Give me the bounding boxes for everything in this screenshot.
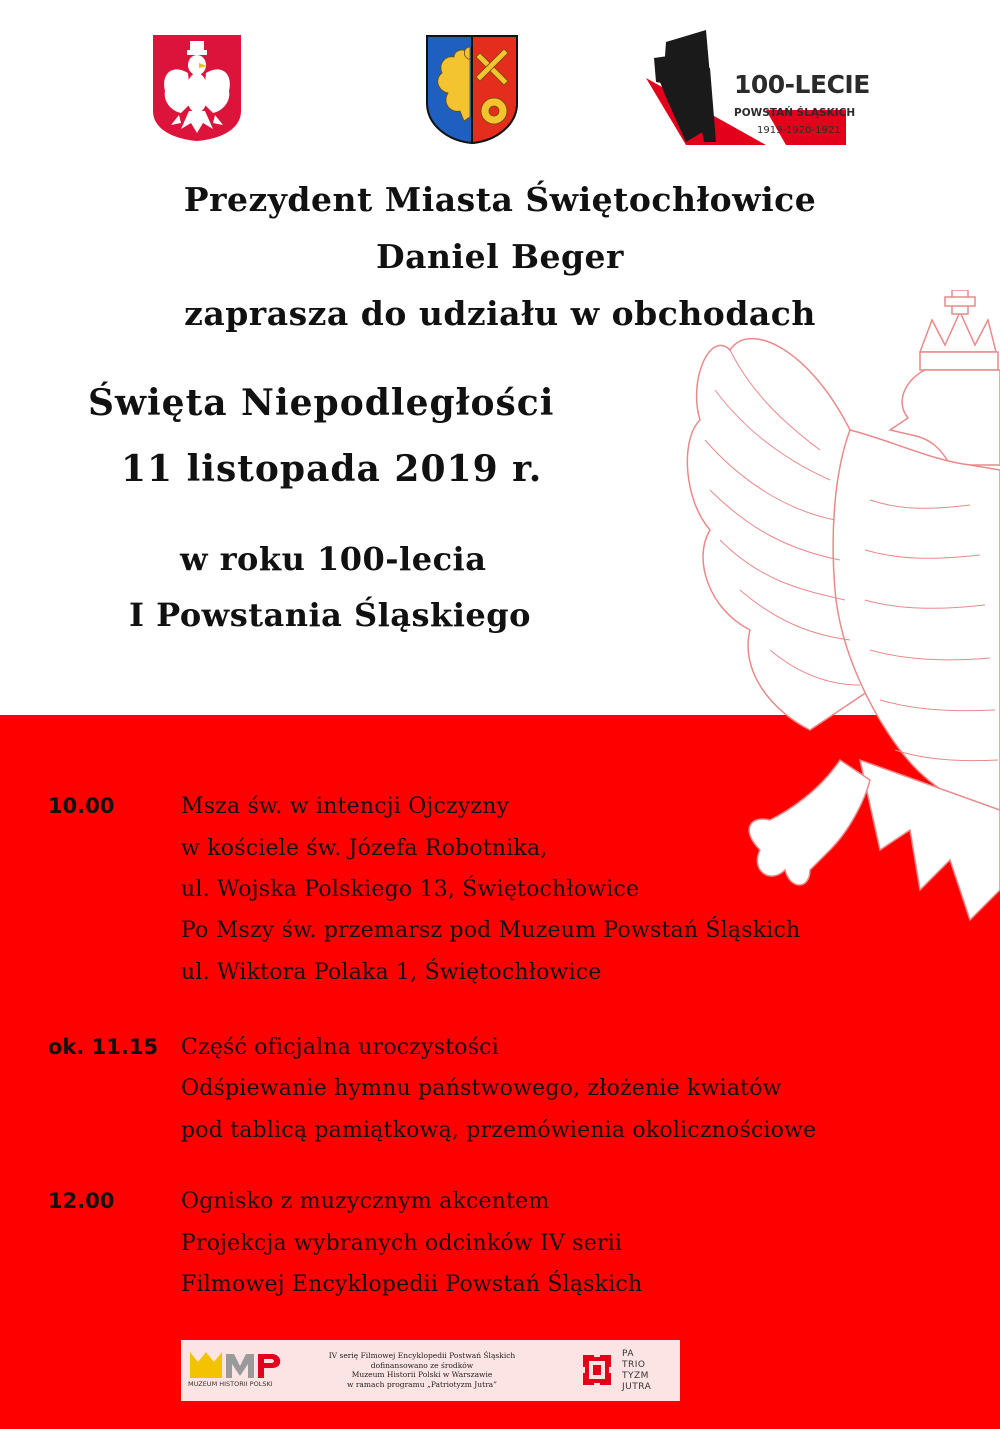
patriotyzm-line: TRIO — [622, 1360, 646, 1370]
schedule-time: 10.00 — [48, 794, 115, 818]
schedule-line: ul. Wiktora Polaka 1, Świętochłowice — [181, 960, 602, 985]
sponsor-box — [181, 1340, 680, 1401]
patriotyzm-line: JUTRA — [622, 1382, 652, 1392]
schedule-line: Projekcja wybranych odcinków IV serii — [181, 1231, 623, 1256]
schedule-line: pod tablicą pamiątkową, przemówienia okolicznościowe — [181, 1118, 817, 1143]
event-name: Święta Niepodległości — [88, 382, 555, 424]
invitation-line-1: Prezydent Miasta Świętochłowice — [183, 180, 817, 219]
invitation-line-3: zaprasza do udziału w obchodach — [184, 294, 816, 333]
funding-line: Muzeum Historii Polski w Warszawie — [351, 1370, 493, 1379]
funding-line: IV serię Filmowej Encyklopedii Postwań Śląskich — [328, 1351, 516, 1360]
city-coat-of-arms-icon — [424, 33, 520, 146]
patriotyzm-line: TYZM — [622, 1371, 649, 1381]
museum-logo-icon — [188, 1348, 288, 1398]
occasion-line-1: w roku 100-lecia — [180, 540, 487, 578]
schedule-line: Filmowej Encyklopedii Powstań Śląskich — [181, 1272, 643, 1297]
schedule-line: Msza św. w intencji Ojczyzny — [181, 794, 510, 819]
schedule-line: w kościele św. Józefa Robotnika, — [181, 836, 548, 861]
patriotyzm-text — [622, 1349, 651, 1393]
schedule-line: Odśpiewanie hymnu państwowego, złożenie kwiatów — [181, 1076, 782, 1101]
anniversary-years: 1919-1920-1921 — [757, 125, 841, 136]
occasion-line-2: I Powstania Śląskiego — [129, 596, 531, 634]
funding-text — [303, 1351, 541, 1389]
anniversary-title: 100-LECIE — [734, 70, 870, 99]
schedule-line: Część oficjalna uroczystości — [181, 1035, 499, 1060]
anniversary-logo — [646, 30, 870, 145]
funding-line: w ramach programu „Patriotyzm Jutra” — [347, 1379, 497, 1389]
schedule-time: ok. 11.15 — [48, 1035, 159, 1059]
museum-label: MUZEUM HISTORII POLSKI — [188, 1380, 273, 1388]
event-date: 11 listopada 2019 r. — [121, 448, 543, 490]
schedule-line: Ognisko z muzycznym akcentem — [181, 1189, 550, 1214]
anniversary-subtitle: POWSTAŃ ŚLĄSKICH — [734, 107, 856, 119]
eagle-outline-icon — [670, 290, 1000, 950]
schedule-line: ul. Wojska Polskiego 13, Świętochłowice — [181, 877, 640, 902]
invitation-line-2: Daniel Beger — [376, 237, 624, 276]
schedule-time: 12.00 — [48, 1189, 115, 1213]
polish-eagle-emblem-icon — [151, 33, 243, 143]
schedule-line: Po Mszy św. przemarsz pod Muzeum Powstań Śląskich — [181, 918, 801, 943]
patriotyzm-logo-icon — [579, 1351, 615, 1389]
patriotyzm-line: PA — [622, 1349, 635, 1359]
funding-line: dofinansowano ze środków — [370, 1360, 474, 1370]
